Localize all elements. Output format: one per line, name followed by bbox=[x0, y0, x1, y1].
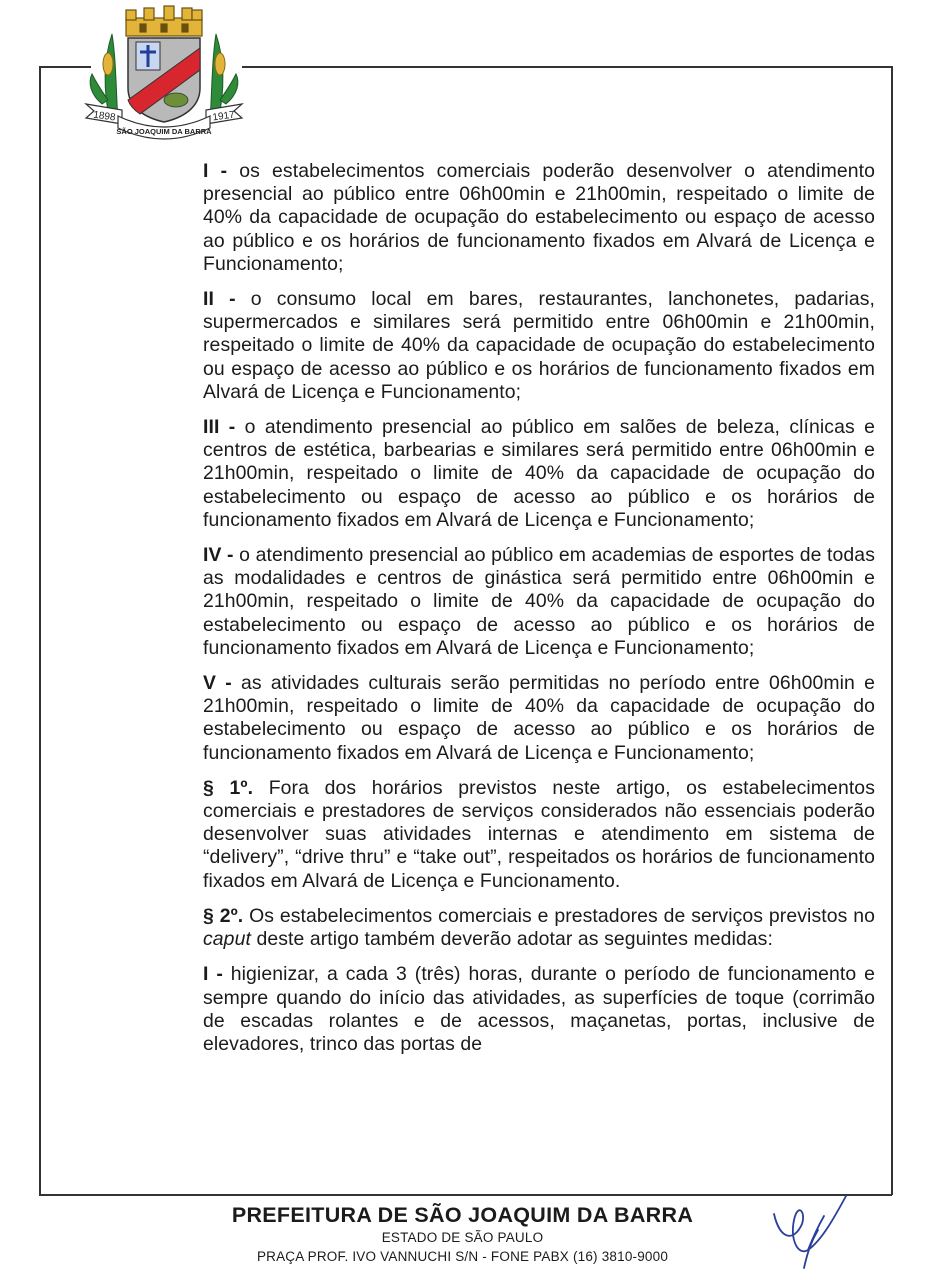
crest-year-right: 1917 bbox=[211, 109, 236, 124]
paragraph-item-iv bbox=[203, 544, 875, 660]
frame-left-rule bbox=[39, 66, 41, 1195]
section-text-italic: caput bbox=[203, 928, 251, 951]
item-text: o atendimento presencial ao público em salões de beleza, clínicas e centros de estética, barbearias e similares será permitido entre 06h00min e 21h00min, respeitado o limite de 40% da capacidade de ocupação do estabelecimento ou espaço de acesso ao público e os horários de funcionamento fixados em Alvará de Licença e Funcionamento; bbox=[203, 416, 875, 531]
paragraph-item-v bbox=[203, 672, 875, 765]
mural-crown bbox=[126, 6, 202, 36]
paragraph-item-iii bbox=[203, 416, 875, 532]
section-label: § 1º. bbox=[203, 776, 254, 799]
item-label: V - bbox=[203, 672, 232, 695]
item-text: o consumo local em bares, restaurantes, lanchonetes, padarias, supermercados e similares será permitido entre 06h00min e 21h00min, respeitado o limite de 40% da capacidade de ocupação do estabelecimento ou espaço de acesso ao público e os horários de funcionamento fixados em Alvará de Licença e Funcionamento; bbox=[203, 288, 875, 403]
crest-year-left: 1898 bbox=[92, 109, 117, 124]
crest-motto: SÃO JOAQUIM DA BARRA bbox=[116, 127, 212, 136]
item-label: I - bbox=[203, 160, 228, 182]
item-label: IV - bbox=[203, 544, 234, 567]
item-label: I - bbox=[203, 963, 223, 986]
municipal-crest bbox=[82, 4, 246, 140]
frame-bottom-rule bbox=[39, 1194, 892, 1196]
paragraph-section-1 bbox=[203, 777, 875, 893]
item-label: II - bbox=[203, 288, 236, 311]
paragraph-measure-i bbox=[203, 963, 875, 1056]
paragraph-item-i bbox=[203, 160, 875, 276]
shield bbox=[128, 38, 200, 122]
frame-right-rule bbox=[891, 66, 893, 1195]
section-text-before: Os estabelecimentos comerciais e prestadores de serviços previstos no bbox=[249, 904, 875, 927]
section-text: Fora dos horários previstos neste artigo, os estabelecimentos comerciais e prestadores de serviços considerados não essenciais poderão desenvolver suas atividades internas e atendimento em sistema de “delivery”, “drive thru” e “take out”, respeitados os horários de funcionamento fixados em Alvará de Licença e Funcionamento. bbox=[203, 776, 875, 892]
item-text: os estabelecimentos comerciais poderão desenvolver o atendimento presencial ao público entre 06h00min e 21h00min, respeitado o limite de 40% da capacidade de ocupação do estabelecimento ou espaço de acesso ao público e os horários de funcionamento fixados em Alvará de Licença e Funcionamento; bbox=[203, 160, 875, 275]
footer-title: PREFEITURA DE SÃO JOAQUIM DA BARRA bbox=[231, 1203, 694, 1227]
item-text: o atendimento presencial ao público em academias de esportes de todas as modalidades e centros de ginástica será permitido entre 06h00min e 21h00min, respeitado o limite de 40% da capacidade de ocupação do estabelecimento ou espaço de acesso ao público e os horários de funcionamento fixados em Alvará de Licença e Funcionamento; bbox=[203, 544, 875, 659]
handwritten-signature bbox=[768, 1180, 858, 1272]
paragraph-item-ii bbox=[203, 288, 875, 404]
paragraph-section-2 bbox=[203, 905, 875, 951]
footer-state: ESTADO DE SÃO PAULO bbox=[381, 1230, 544, 1245]
item-label: III - bbox=[203, 416, 236, 439]
item-text: as atividades culturais serão permitidas no período entre 06h00min e 21h00min, respeitado o limite de 40% da capacidade de ocupação do estabelecimento ou espaço de acesso ao público e os horários de funcionamento fixados em Alvará de Licença e Funcionamento; bbox=[203, 672, 876, 764]
section-text-after: deste artigo também deverão adotar as seguintes medidas: bbox=[256, 928, 773, 951]
footer-address: PRAÇA PROF. IVO VANNUCHI S/N - FONE PABX (16) 3810-9000 bbox=[256, 1249, 669, 1264]
document-body bbox=[203, 160, 875, 1068]
item-text: higienizar, a cada 3 (três) horas, durante o período de funcionamento e sempre quando do início das atividades, as superfícies de toque (corrimão de escadas rolantes e de acessos, maçanetas, portas, inclusive de elevadores, trinco das portas de bbox=[203, 963, 875, 1055]
section-label: § 2º. bbox=[203, 904, 244, 927]
frame-top-right-rule bbox=[242, 66, 892, 68]
